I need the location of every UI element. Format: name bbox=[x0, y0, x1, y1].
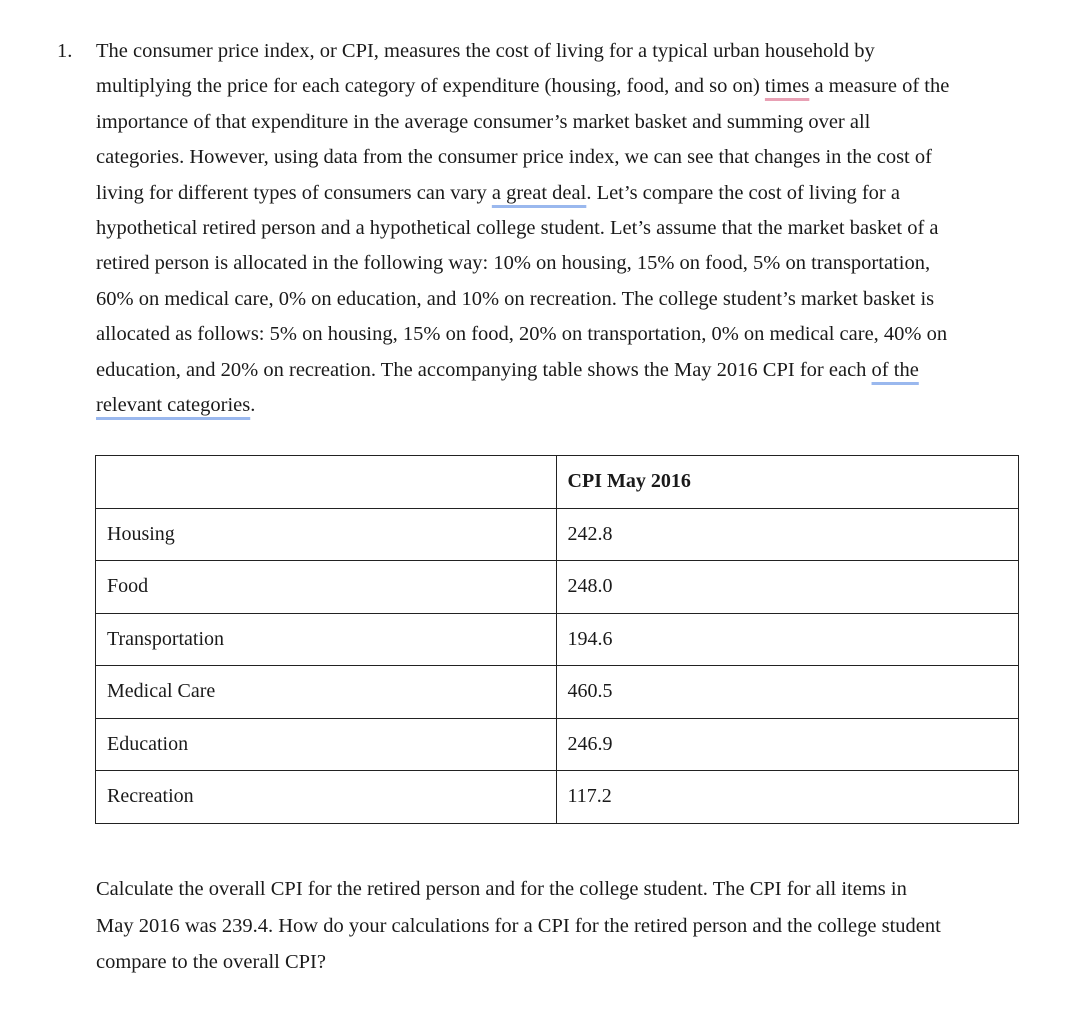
question-line bbox=[96, 211, 1056, 246]
category-cell: Recreation bbox=[96, 771, 557, 824]
category-cell: Food bbox=[96, 561, 557, 614]
question-line bbox=[96, 246, 1056, 281]
followup-line: Calculate the overall CPI for the retired person and for the college student. The CPI for all items in bbox=[96, 878, 907, 900]
followup-question bbox=[96, 871, 1056, 981]
followup-line: compare to the overall CPI? bbox=[96, 951, 326, 973]
question-line bbox=[96, 34, 1056, 69]
question-line bbox=[96, 176, 1056, 211]
cpi-value-cell: 242.8 bbox=[556, 508, 1018, 561]
question-line bbox=[96, 282, 1056, 317]
grammar-flag-underline[interactable]: a great deal bbox=[491, 181, 587, 204]
grammar-flag-underline[interactable]: relevant categories bbox=[96, 394, 251, 417]
category-cell: Education bbox=[96, 718, 557, 771]
category-cell: Transportation bbox=[96, 613, 557, 666]
text-segment: allocated as follows: 5% on housing, 15% on food, 20% on transportation, 0% on medical care, 40% on bbox=[96, 323, 948, 346]
question-number: 1. bbox=[57, 40, 73, 62]
question-line bbox=[96, 388, 1056, 423]
text-segment: a measure of the bbox=[809, 75, 950, 98]
text-segment: living for different types of consumers can vary bbox=[96, 181, 492, 204]
question-line bbox=[96, 353, 1056, 388]
cpi-value-cell: 246.9 bbox=[556, 718, 1018, 771]
question-line bbox=[96, 105, 1056, 140]
grammar-flag-underline[interactable]: of the bbox=[871, 358, 919, 381]
text-segment: 60% on medical care, 0% on education, and 10% on recreation. The college student’s market basket is bbox=[96, 287, 935, 310]
question-text bbox=[96, 34, 1056, 423]
cpi-table bbox=[95, 455, 1019, 824]
cpi-value-cell: 194.6 bbox=[556, 613, 1018, 666]
category-cell: Housing bbox=[96, 508, 557, 561]
table-row bbox=[96, 771, 1019, 824]
text-segment: hypothetical retired person and a hypothetical college student. Let’s assume that the market basket of a bbox=[96, 217, 939, 240]
text-segment: The consumer price index, or CPI, measures the cost of living for a typical urban household by bbox=[96, 40, 875, 62]
table-row bbox=[96, 508, 1019, 561]
question-line bbox=[96, 317, 1056, 352]
text-segment: retired person is allocated in the following way: 10% on housing, 15% on food, 5% on transportation, bbox=[96, 252, 931, 275]
category-cell: Medical Care bbox=[96, 666, 557, 719]
text-segment: . bbox=[250, 394, 256, 417]
table-header-row bbox=[96, 456, 1019, 509]
question-line bbox=[96, 69, 1056, 104]
followup-line: May 2016 was 239.4. How do your calculations for a CPI for the retired person and the college student bbox=[96, 914, 941, 937]
text-segment: . Let’s compare the cost of living for a bbox=[586, 181, 900, 204]
cpi-value-cell: 460.5 bbox=[556, 666, 1018, 719]
table-header-cpi: CPI May 2016 bbox=[556, 456, 1018, 509]
table-header-cell-empty bbox=[96, 456, 557, 509]
cpi-value-cell: 248.0 bbox=[556, 561, 1018, 614]
table-row bbox=[96, 666, 1019, 719]
cpi-value-cell: 117.2 bbox=[556, 771, 1018, 824]
text-segment: multiplying the price for each category of expenditure (housing, food, and so on) bbox=[96, 75, 765, 98]
spelling-flag-underline[interactable]: times bbox=[764, 75, 810, 98]
text-segment: categories. However, using data from the consumer price index, we can see that changes in the cost of bbox=[96, 146, 932, 169]
text-segment: importance of that expenditure in the average consumer’s market basket and summing over all bbox=[96, 110, 871, 133]
table-row bbox=[96, 613, 1019, 666]
text-segment: education, and 20% on recreation. The accompanying table shows the May 2016 CPI for each bbox=[96, 358, 872, 381]
table-row bbox=[96, 561, 1019, 614]
table-row bbox=[96, 718, 1019, 771]
question-line bbox=[96, 140, 1056, 175]
